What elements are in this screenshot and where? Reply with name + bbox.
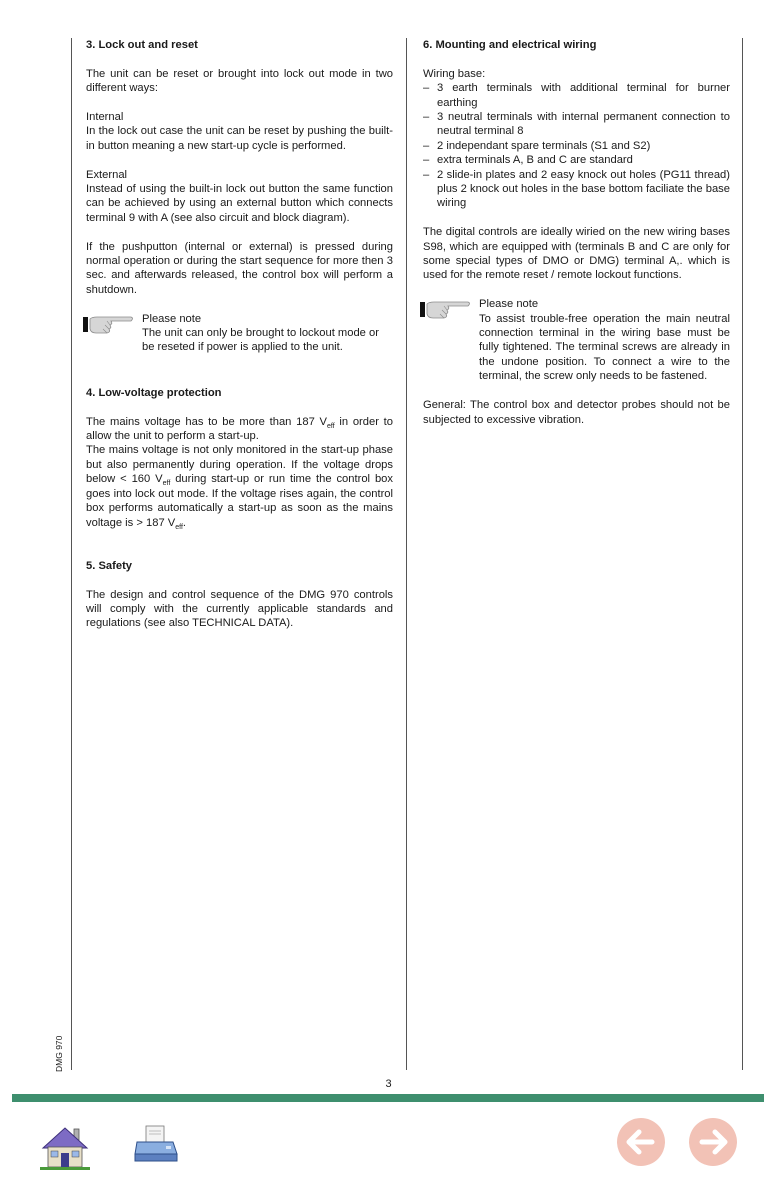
section-heading-mounting: 6. Mounting and electrical wiring [423,39,597,51]
wiring-base-list [423,81,730,211]
note-mounting-text: To assist trouble-free operation the main neutral connection terminal in the wiring base must be fully tightened. The terminal screws are already in the undone position. To connect a wire to the terminal, the screw only needs to be fastened. [479,312,730,383]
pushbutton-text: If the pushputton (internal or external) is pressed during normal operation or during the start sequence for more then 3 sec. and afterwards released, the control box will perform a shutdown. [86,240,393,296]
right-column [423,38,730,427]
section-heading-lockout: 3. Lock out and reset [86,39,198,51]
note-lockout-text: The unit can only be brought to lockout mode or be reseted if power is applied to the unit. [142,327,379,354]
list-item: – 2 independant spare terminals (S1 and S2) [423,139,730,153]
note-mounting-title: Please note [479,298,539,311]
column-divider-left [71,38,72,1070]
general-text: General: The control box and detector probes should not be subjected to excessive vibration. [423,399,730,426]
pointing-hand-icon [420,299,472,321]
external-label: External [86,168,128,181]
list-item: – 3 earth terminals with additional terminal for burner earthing [423,81,730,110]
low-voltage-paragraph-1: The mains voltage has to be more than 187 $V_{eff}$ in order to allow the unit to perform a start-up. [86,415,394,443]
internal-text: In the lock out case the unit can be reset by pushing the built-in button meaning a new start-up cycle is performed. [86,125,393,152]
safety-text: The design and control sequence of the DMG 970 controls will comply with the currently applicable standards and regulations (see also TECHNICAL DATA). [86,588,393,630]
wiring-base-label: Wiring base: [423,67,486,80]
note-lockout-title: Please note [142,312,202,325]
note-mounting [423,297,730,383]
external-text: Instead of using the built-in lock out button the same function can be achieved by using an external button which connects terminal 9 with A (see also circuit and block diagram). [86,183,393,224]
footer-green-bar [12,1094,764,1102]
note-lockout [86,312,393,355]
column-divider-right [742,38,743,1070]
list-item: – 3 neutral terminals with internal permanent connection to neutral terminal 8 [423,110,730,139]
digital-controls-text: The digital controls are ideally wiried on the new wiring bases S98, which are equipped with (terminals B and C are only for some special types of DMO or DMG) terminal A,. which is used for the remote reset / remote lockout functions. [423,226,730,282]
document-side-label: DMG 970 [54,1035,64,1072]
print-icon[interactable] [133,1124,179,1164]
list-item: – 2 slide-in plates and 2 easy knock out holes (PG11 thread) plus 2 knock out holes in the base bottom faciliate the base wiring [423,168,730,211]
home-icon[interactable] [40,1124,90,1170]
left-column [86,38,393,631]
section-heading-low-voltage: 4. Low-voltage protection [86,386,222,399]
section-heading-safety: 5. Safety [86,559,133,572]
low-voltage-paragraph-2: The mains voltage is not only monitored in the start-up phase but also permanently during operation. If the voltage drops below < 160 $V_{eff}$ during start-up or run time the control box goes into lock out mode. If the voltage rises again, the control box performs automatically a start-up as soon as the mains voltage is > 187 $V_{eff}$. [86,444,393,531]
lockout-intro: The unit can be reset or brought into lock out mode in two different ways: [86,67,393,95]
pointing-hand-icon [83,314,135,336]
list-item: – extra terminals A, B and C are standard [423,153,730,167]
page-number: 3 [385,1078,392,1090]
internal-label: Internal [86,111,124,123]
back-arrow-icon[interactable] [616,1117,666,1167]
forward-arrow-icon[interactable] [688,1117,738,1167]
column-divider-middle [406,38,407,1070]
